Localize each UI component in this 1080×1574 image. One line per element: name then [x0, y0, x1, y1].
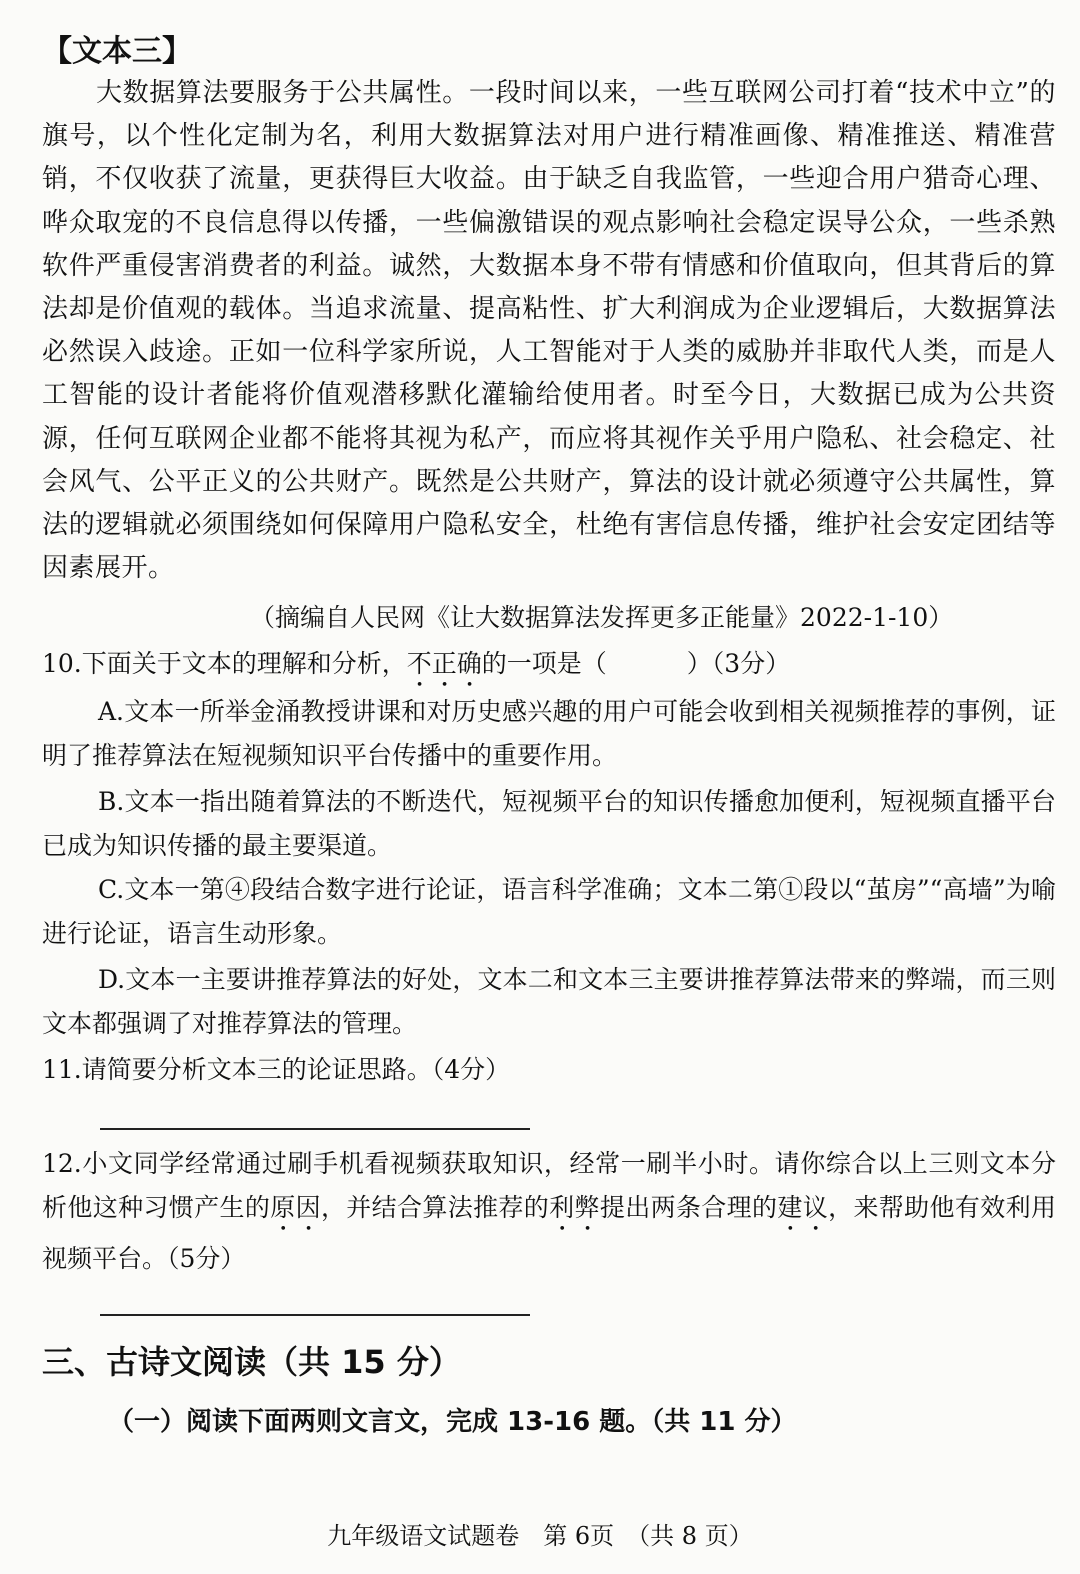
q10-option-d: D.文本一主要讲推荐算法的好处，文本二和文本三主要讲推荐算法带来的弊端，而三则文本都强调了对推荐算法的管理。 — [42, 965, 1056, 1038]
q10-suffix: 的一项是（ — [481, 649, 607, 678]
q10-option-c: C.文本一第④段结合数字进行论证，语言科学准确；文本二第①段以“茧房”“高墙”为喻进行论证，语言生动形象。 — [42, 875, 1056, 948]
q11-answer-line[interactable] — [100, 1128, 530, 1130]
q12-part4: ，来帮助他有效利用视频平台。（5分） — [42, 1193, 1056, 1273]
q10-option-a: A.文本一所举金涌教授讲课和对历史感兴趣的用户可能会收到相关视频推荐的事例，证明了推荐算法在短视频知识平台传播中的重要作用。 — [42, 697, 1056, 770]
q10-emphasis: 不正确 — [406, 649, 482, 678]
text3-heading: 【文本三】 — [42, 34, 192, 69]
text3-body: 大数据算法要服务于公共属性。一段时间以来，一些互联网公司打着“技术中立”的旗号，以个性化定制为名，利用大数据算法对用户进行精准画像、精准推送、精准营销，不仅收获了流量，更获得巨大收益。由于缺乏自我监管，一些迎合用户猎奇心理、哗众取宠的不良信息得以传播，一些偏激错误的观点影响社会稳定误导公众，一些杀熟软件严重侵害消费者的利益。诚然，大数据本身不带有情感和价值取向，但其背后的算法却是价值观的载体。当追求流量、提高粘性、扩大利润成为企业逻辑后，大数据算法必然误入歧途。正如一位科学家所说，人工智能对于人类的威胁并非取代人类，而是人工智能的设计者能将价值观潜移默化灌输给使用者。时至今日，大数据已成为公共资源，任何互联网企业都不能将其视为私产，而应将其视作关乎用户隐私、社会稳定、社会风气、公平正义的公共财产。既然是公共财产，算法的设计就必须遵守公共属性，算法的逻辑就必须围绕如何保障用户隐私安全，杜绝有害信息传播，维护社会安定团结等因素展开。 — [42, 78, 1056, 584]
q12-emphasis-3: 建议 — [777, 1193, 829, 1222]
text3-source: （摘编自人民网《让大数据算法发挥更多正能量》2022-1-10） — [250, 603, 954, 632]
question-10 — [42, 642, 1056, 693]
q10-option-b: B.文本一指出随着算法的不断迭代，短视频平台的知识传播愈加便利，短视频直播平台已成为知识传播的最主要渠道。 — [42, 787, 1056, 860]
q12-part3: 提出两条合理的 — [599, 1193, 778, 1222]
q12-emphasis-1: 原因 — [270, 1193, 321, 1222]
question-12 — [42, 1142, 1056, 1281]
q12-part2: ，并结合算法推荐的 — [320, 1193, 550, 1222]
question-11: 11.请简要分析文本三的论证思路。（4分） — [42, 1055, 511, 1084]
q10-prefix: 10.下面关于文本的理解和分析， — [42, 649, 407, 678]
q12-answer-line[interactable] — [100, 1314, 530, 1316]
section-3-title: 三、古诗文阅读（共 15 分） — [42, 1343, 461, 1381]
q12-emphasis-2: 利弊 — [549, 1193, 600, 1222]
section-3-subtitle: （一）阅读下面两则文言文，完成 13-16 题。（共 11 分） — [108, 1407, 797, 1437]
q12-part1: 12.小文同学经常通过刷手机看视频获取知识，经常一刷半小时。请你综合以上三则文本分析他这种习惯产生的 — [42, 1149, 1056, 1222]
page-footer: 九年级语文试题卷 第 6页 （共 8 页） — [327, 1522, 753, 1550]
q10-close: ）（3分） — [686, 649, 791, 678]
